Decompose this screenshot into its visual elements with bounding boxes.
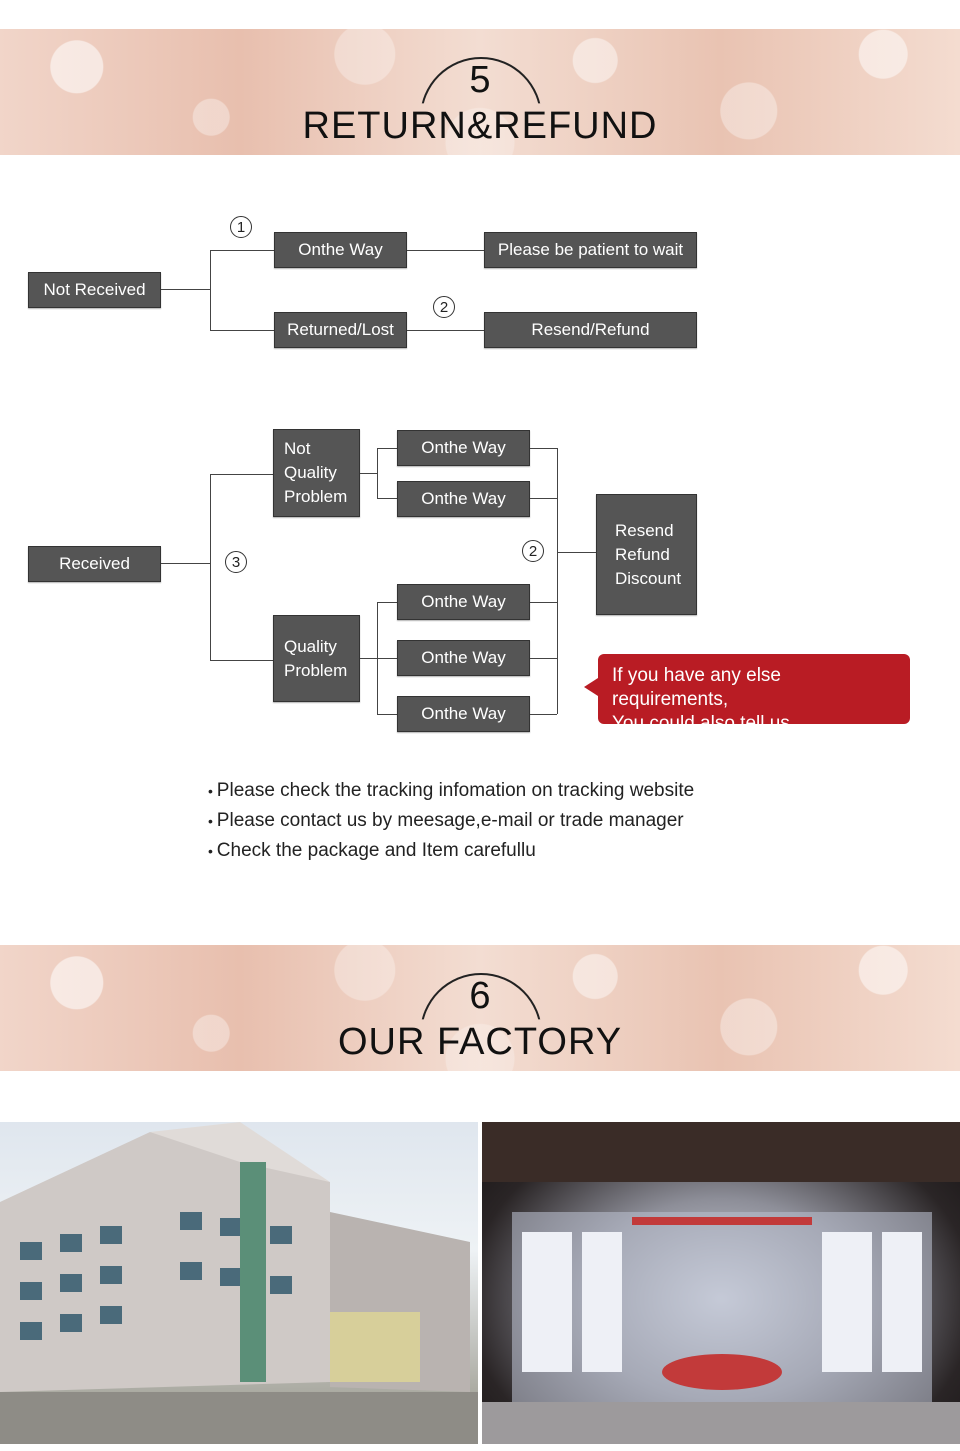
way-box-2: Onthe Way: [397, 481, 530, 517]
callout-line-1: If you have any else requirements,: [612, 665, 781, 710]
callout-line-2: You could also tell us.: [612, 713, 796, 734]
not-quality-problem-box: Not Quality Problem: [273, 429, 360, 517]
step-3-icon: 3: [225, 551, 247, 573]
requirements-callout: [598, 654, 910, 734]
step-2-icon: 2: [433, 296, 455, 318]
quality-problem-box: Quality Problem: [273, 615, 360, 702]
step-1-icon: 1: [230, 216, 252, 238]
note-item: • Please check the tracking infomation on tracking website: [208, 776, 694, 806]
step-2b-icon: 2: [522, 540, 544, 562]
factory-showroom-photo: [482, 1122, 960, 1444]
our-factory-banner: [0, 945, 960, 1071]
received-box: Received: [28, 546, 161, 582]
resend-refund-box: Resend/Refund: [484, 312, 697, 348]
section-title: OUR FACTORY: [337, 1021, 623, 1063]
return-refund-banner: [0, 29, 960, 155]
section-title: RETURN&REFUND: [302, 105, 658, 147]
factory-building-photo: [0, 1122, 478, 1444]
returned-lost-box: Returned/Lost: [274, 312, 407, 348]
outcome-box: Resend Refund Discount: [596, 494, 697, 615]
note-item: • Check the package and Item carefullu: [208, 836, 694, 866]
not-received-box: Not Received: [28, 272, 161, 308]
way-box-5: Onthe Way: [397, 696, 530, 732]
on-the-way-box: Onthe Way: [274, 232, 407, 268]
way-box-3: Onthe Way: [397, 584, 530, 620]
way-box-1: Onthe Way: [397, 430, 530, 466]
section-number: 5: [469, 59, 491, 101]
patient-box: Please be patient to wait: [484, 232, 697, 268]
note-item: • Please contact us by meesage,e-mail or trade manager: [208, 806, 694, 836]
section-number: 6: [469, 975, 491, 1017]
notes-list: [208, 776, 694, 866]
way-box-4: Onthe Way: [397, 640, 530, 676]
